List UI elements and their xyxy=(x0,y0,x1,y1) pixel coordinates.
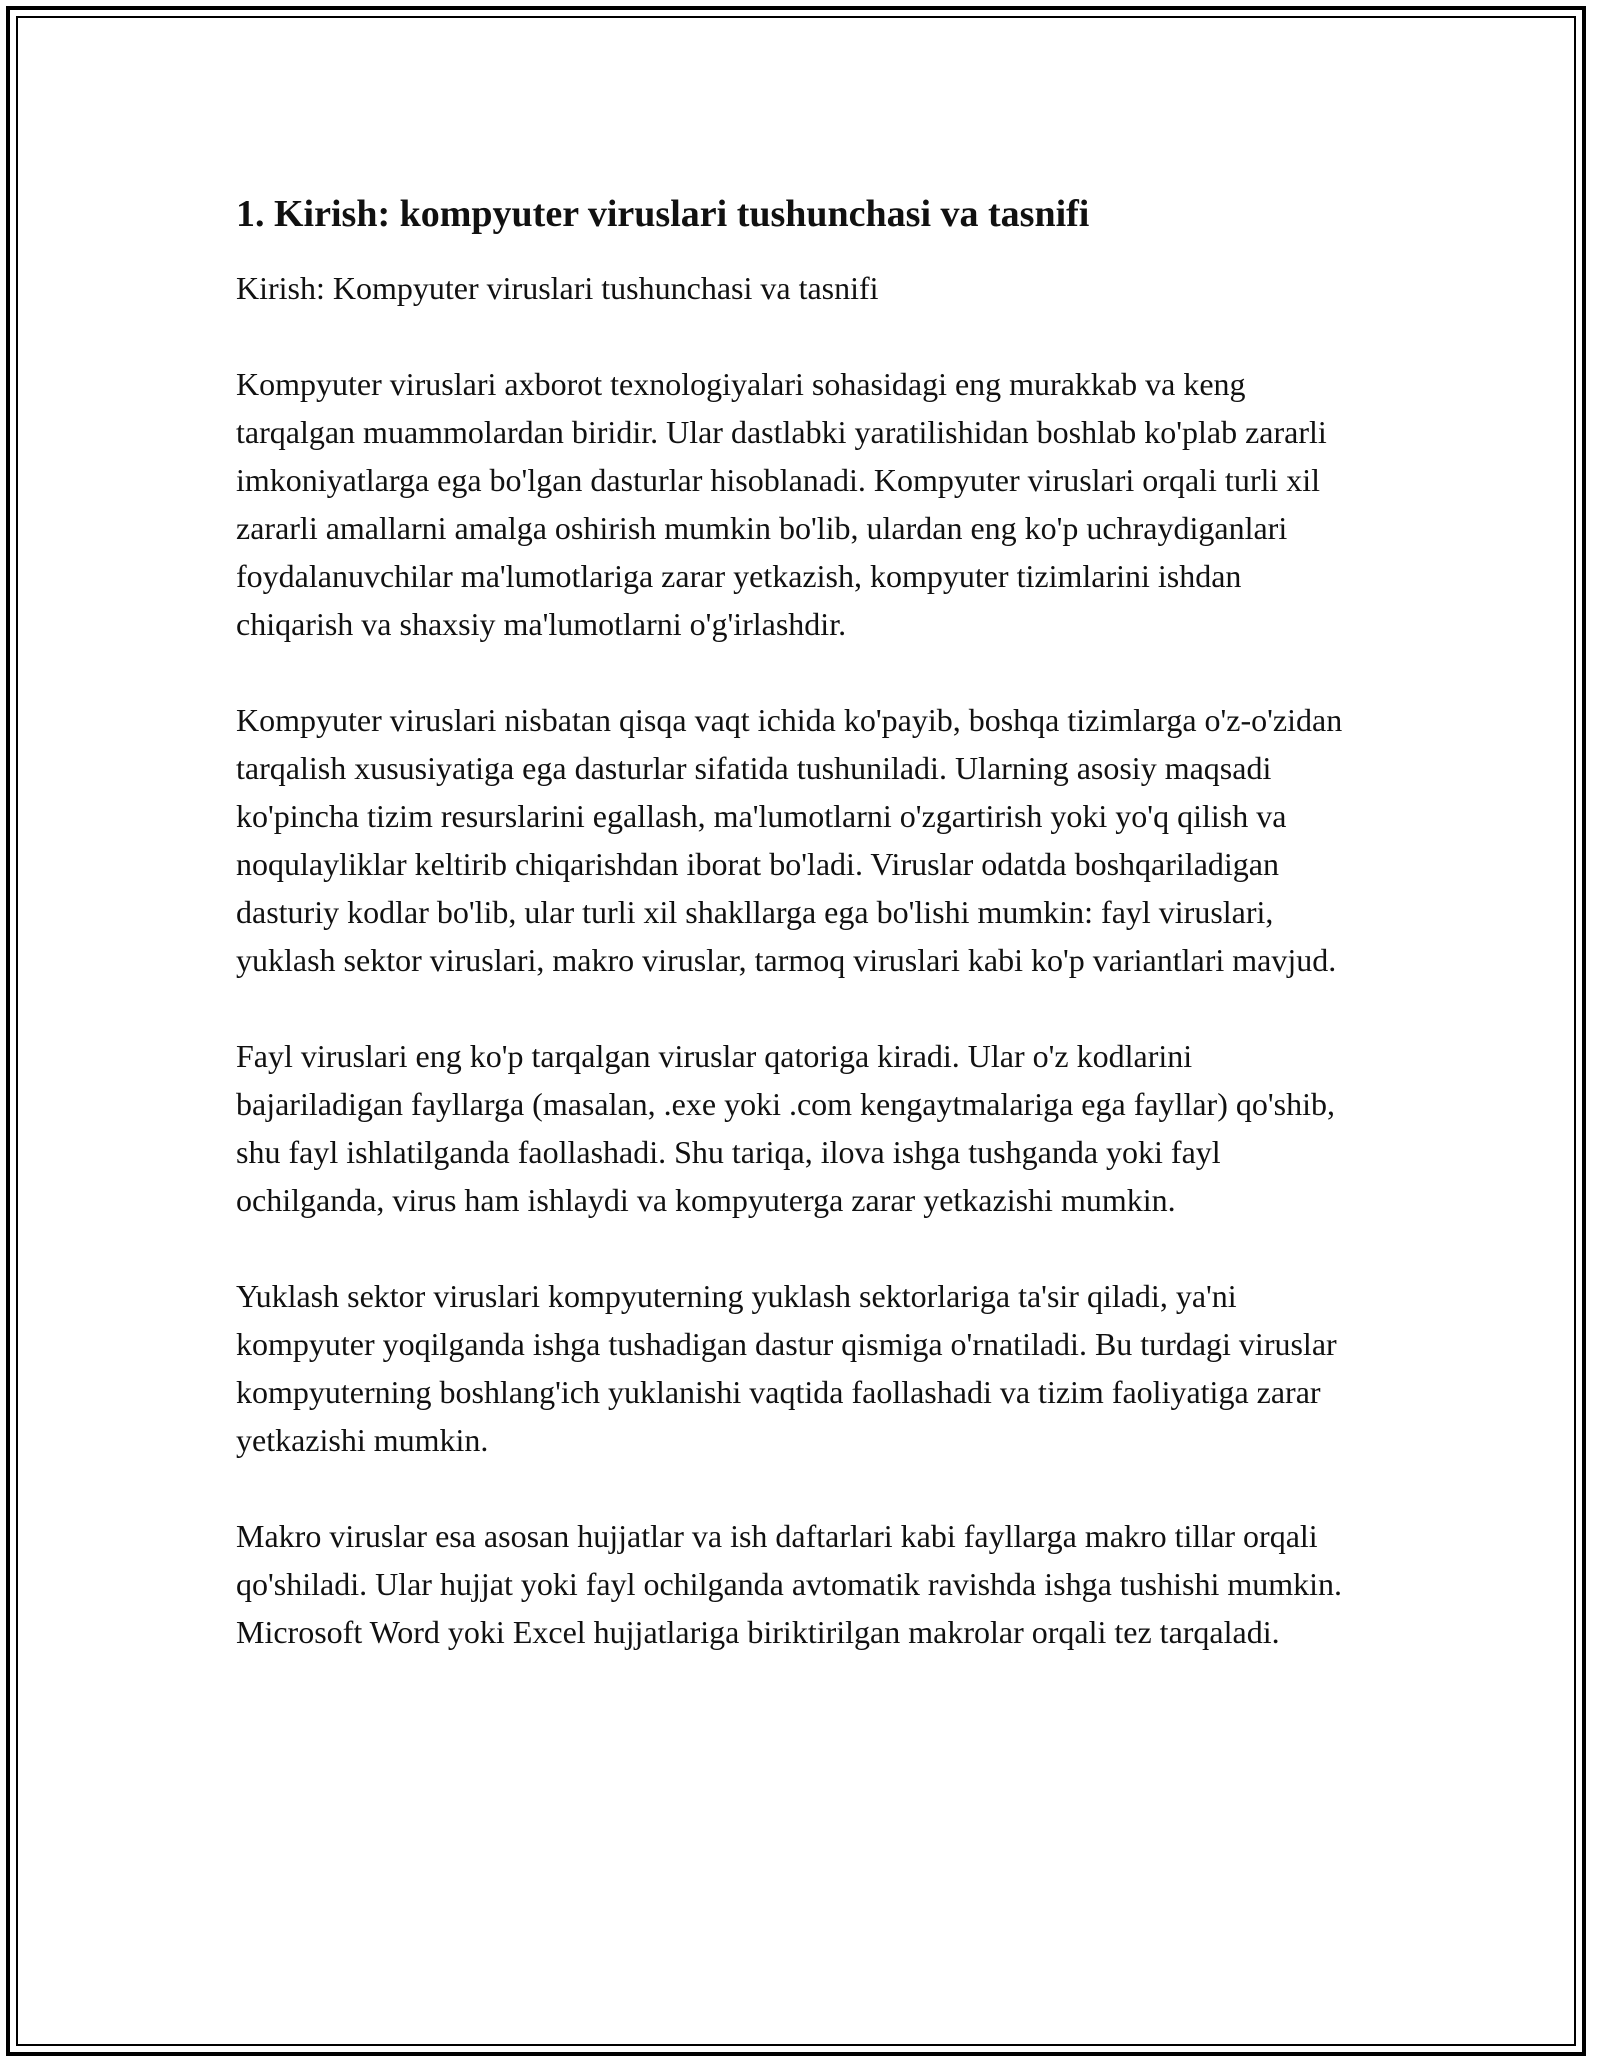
paragraph-intro: Kompyuter viruslari axborot texnologiyalari sohasidagi eng murakkab va keng tarqalgan muammolardan biridir. Ular dastlabki yaratilishidan boshlab ko'plab zararli imkoniyatlarga ega bo'lgan dasturlar hisoblanadi. Kompyuter viruslari orqali turli xil zararli amallarni amalga oshirish mumkin bo'lib, ulardan eng ko'p uchraydiganlari foydalanuvchilar ma'lumotlariga zarar yetkazish, kompyuter tizimlarini ishdan chiqarish va shaxsiy ma'lumotlarni o'g'irlashdir. xyxy=(236,366,1327,642)
section-heading: 1. Kirish: kompyuter viruslari tushunchasi va tasnifi xyxy=(236,193,1090,235)
document-body xyxy=(236,190,1366,1704)
paragraph-boot-sector-viruses: Yuklash sektor viruslari kompyuterning yuklash sektorlariga ta'sir qiladi, ya'ni kompyuter yoqilganda ishga tushadigan dastur qismiga o'rnatiladi. Bu turdagi viruslar kompyuterning boshlang'ich yuklanishi vaqtida faollashadi va tizim faoliyatiga zarar yetkazishi mumkin. xyxy=(236,1278,1337,1458)
paragraph-macro-viruses: Makro viruslar esa asosan hujjatlar va ish daftarlari kabi fayllarga makro tillar orqali qo'shiladi. Ular hujjat yoki fayl ochilganda avtomatik ravishda ishga tushishi mumkin. Microsoft Word yoki Excel hujjatlariga biriktirilgan makrolar orqali tez tarqaladi. xyxy=(236,1518,1343,1650)
section-subtitle: Kirish: Kompyuter viruslari tushunchasi va tasnifi xyxy=(236,270,879,306)
paragraph-file-viruses: Fayl viruslari eng ko'p tarqalgan viruslar qatoriga kiradi. Ular o'z kodlarini bajariladigan fayllarga (masalan, .exe yoki .com kengaytmalariga ega fayllar) qo'shib, shu fayl ishlatilganda faollashadi. Shu tariqa, ilova ishga tushganda yoki fayl ochilganda, virus ham ishlaydi va kompyuterga zarar yetkazishi mumkin. xyxy=(236,1038,1335,1218)
paragraph-definition: Kompyuter viruslari nisbatan qisqa vaqt ichida ko'payib, boshqa tizimlarga o'z-o'zidan tarqalish xususiyatiga ega dasturlar sifatida tushuniladi. Ularning asosiy maqsadi ko'pincha tizim resurslarini egallash, ma'lumotlarni o'zgartirish yoki yo'q qilish va noqulayliklar keltirib chiqarishdan iborat bo'ladi. Viruslar odatda boshqariladigan dasturiy kodlar bo'lib, ular turli xil shakllarga ega bo'lishi mumkin: fayl viruslari, yuklash sektor viruslari, makro viruslar, tarmoq viruslari kabi ko'p variantlari mavjud. xyxy=(236,702,1343,978)
